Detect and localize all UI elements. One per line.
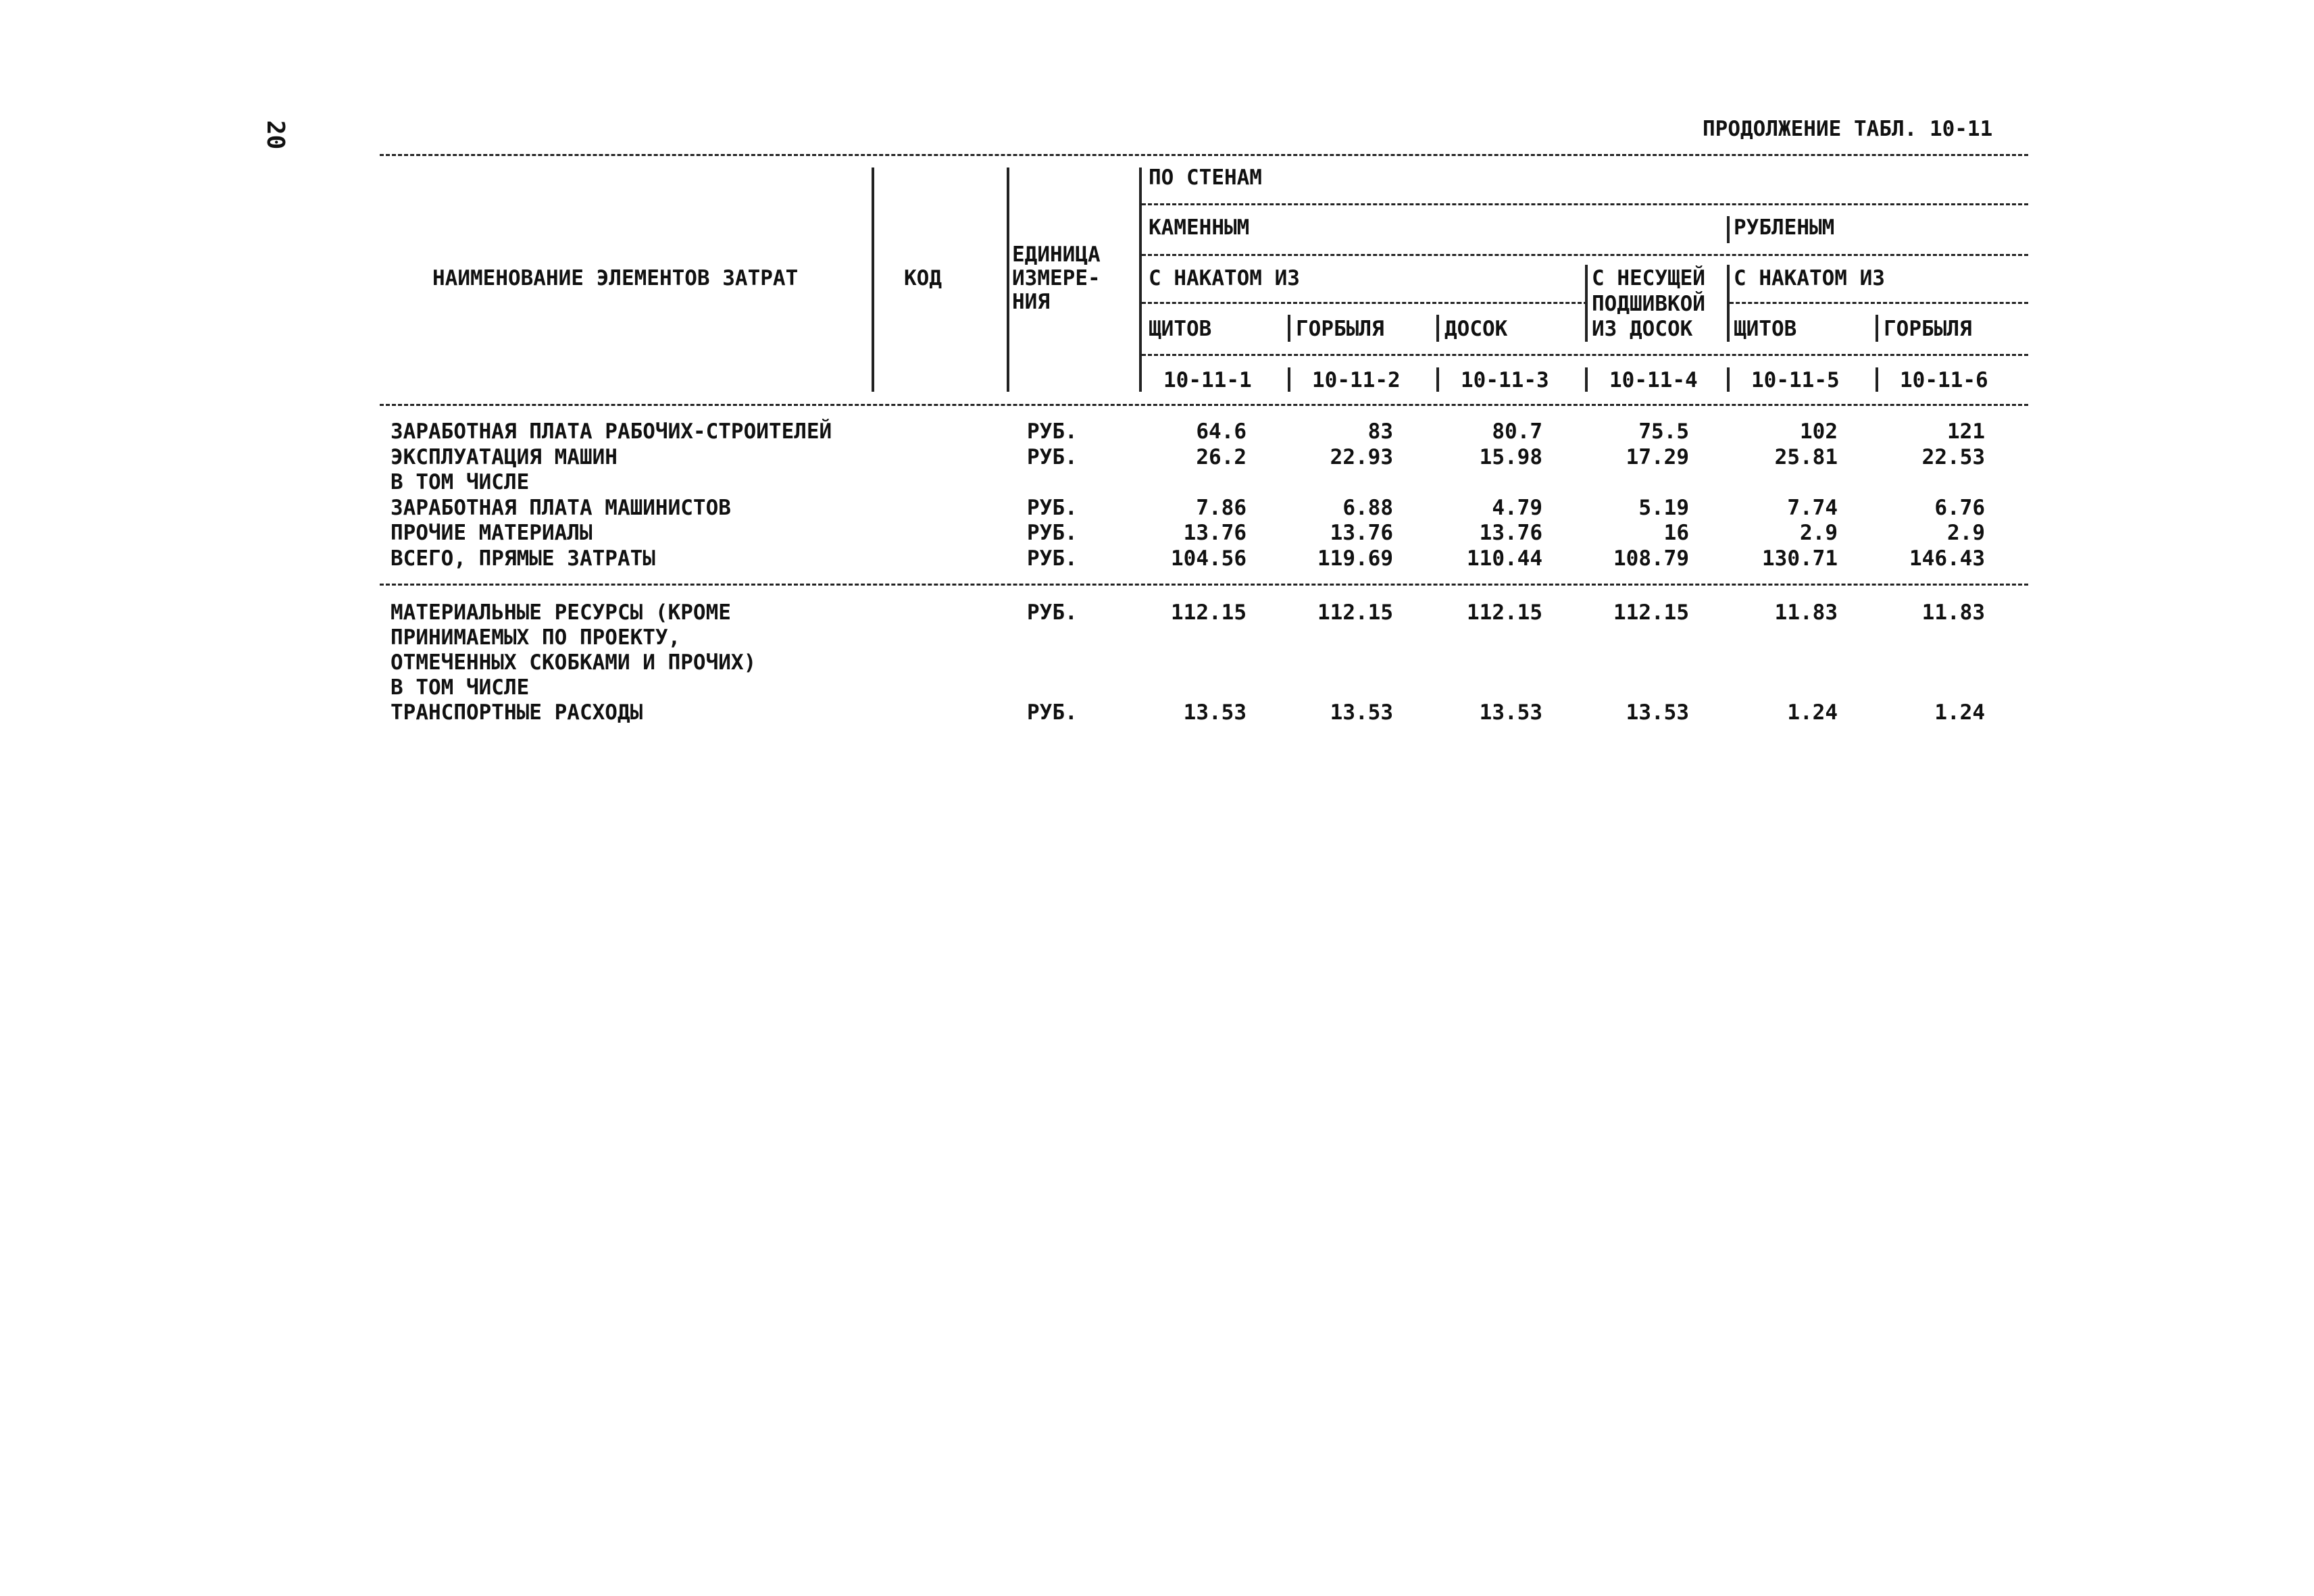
- divider-unit-values: [1139, 168, 1142, 392]
- header-code-2: 10-11-2: [1312, 368, 1401, 392]
- row-value: 15.98: [1479, 444, 1542, 469]
- header-name-col: НАИМЕНОВАНИЕ ЭЛЕМЕНТОВ ЗАТРАТ: [432, 266, 799, 290]
- row-unit: РУБ.: [1027, 419, 1078, 444]
- row-value: 121: [1947, 419, 1985, 444]
- row-value: 6.88: [1342, 495, 1393, 520]
- row-value: 75.5: [1638, 419, 1689, 444]
- row-unit: РУБ.: [1027, 444, 1078, 469]
- row-name: ТРАНСПОРТНЫЕ РАСХОДЫ: [391, 700, 643, 725]
- row-name: ОТМЕЧЕННЫХ СКОБКАМИ И ПРОЧИХ): [391, 650, 757, 675]
- header-unit-line-1: ЕДИНИЦА: [1012, 242, 1101, 267]
- row-value: 7.74: [1787, 495, 1838, 520]
- rule-header-3a: [1142, 302, 1588, 304]
- row-name: ПРОЧИЕ МАТЕРИАЛЫ: [391, 521, 593, 545]
- row-value: 108.79: [1613, 546, 1689, 571]
- table-continuation-label: ПРОДОЛЖЕНИЕ ТАБЛ. 10-11: [1703, 117, 1993, 141]
- header-bearing-3: ИЗ ДОСОК: [1592, 317, 1693, 341]
- header-code-1: 10-11-1: [1163, 368, 1252, 392]
- row-value: 13.76: [1330, 521, 1393, 545]
- header-log: РУБЛЕНЫМ: [1734, 215, 1835, 240]
- header-code-6: 10-11-6: [1900, 368, 1988, 392]
- header-sub-2: ГОРБЫЛЯ: [1296, 317, 1384, 341]
- row-value: 112.15: [1467, 600, 1542, 625]
- rule-top: [380, 154, 2028, 156]
- row-name: В ТОМ ЧИСЛЕ: [391, 470, 530, 494]
- row-name: МАТЕРИАЛЬНЫЕ РЕСУРСЫ (КРОМЕ: [391, 600, 731, 625]
- divider-name-code: [872, 168, 874, 392]
- divider-stone-log: [1727, 216, 1730, 243]
- row-value: 112.15: [1171, 600, 1247, 625]
- row-value: 6.76: [1934, 495, 1985, 520]
- divider-code-unit: [1007, 168, 1009, 392]
- row-value: 13.53: [1479, 700, 1542, 725]
- header-sub-4: ЩИТОВ: [1734, 317, 1797, 341]
- row-value: 13.53: [1330, 700, 1393, 725]
- header-group: ПО СТЕНАМ: [1149, 165, 1262, 190]
- row-value: 146.43: [1909, 546, 1985, 571]
- row-unit: РУБ.: [1027, 700, 1078, 725]
- row-value: 4.79: [1492, 495, 1542, 520]
- page-number: 20: [261, 120, 289, 150]
- header-unit-line-2: ИЗМЕРЕ-: [1012, 266, 1101, 290]
- row-unit: РУБ.: [1027, 546, 1078, 571]
- rule-header-2: [1142, 254, 2028, 256]
- divider-sub-2: [1288, 315, 1290, 342]
- row-value: 130.71: [1762, 546, 1838, 571]
- header-sub-3: ДОСОК: [1444, 317, 1508, 341]
- header-roll-stone: С НАКАТОМ ИЗ: [1149, 266, 1300, 290]
- divider-roll-log: [1727, 265, 1730, 342]
- row-name: ЭКСПЛУАТАЦИЯ МАШИН: [391, 444, 618, 469]
- row-unit: РУБ.: [1027, 600, 1078, 625]
- row-unit: РУБ.: [1027, 495, 1078, 520]
- row-value: 64.6: [1196, 419, 1247, 444]
- row-value: 104.56: [1171, 546, 1247, 571]
- row-name: ЗАРАБОТНАЯ ПЛАТА РАБОЧИХ-СТРОИТЕЛЕЙ: [391, 419, 832, 444]
- row-value: 2.9: [1947, 521, 1985, 545]
- row-value: 13.53: [1183, 700, 1247, 725]
- row-value: 83: [1367, 419, 1393, 444]
- row-value: 1.24: [1934, 700, 1985, 725]
- header-code-col: КОД: [904, 266, 942, 290]
- row-value: 112.15: [1613, 600, 1689, 625]
- row-value: 16: [1663, 521, 1689, 545]
- row-value: 22.53: [1921, 444, 1985, 469]
- row-value: 80.7: [1492, 419, 1542, 444]
- header-code-4: 10-11-4: [1609, 368, 1698, 392]
- header-code-5: 10-11-5: [1751, 368, 1840, 392]
- divider-sub-3: [1436, 315, 1439, 342]
- row-value: 13.53: [1626, 700, 1689, 725]
- row-value: 1.24: [1787, 700, 1838, 725]
- header-bearing-2: ПОДШИВКОЙ: [1592, 292, 1705, 316]
- row-value: 2.9: [1800, 521, 1838, 545]
- header-stone: КАМЕННЫМ: [1149, 215, 1250, 240]
- header-code-3: 10-11-3: [1461, 368, 1549, 392]
- row-value: 26.2: [1196, 444, 1247, 469]
- divider-code-2: [1288, 367, 1290, 392]
- rule-header-bottom: [380, 404, 2028, 406]
- header-roll-log: С НАКАТОМ ИЗ: [1734, 266, 1885, 290]
- row-unit: РУБ.: [1027, 521, 1078, 545]
- rule-header-1: [1142, 203, 2028, 205]
- row-value: 13.76: [1183, 521, 1247, 545]
- divider-sub-6: [1876, 315, 1878, 342]
- divider-bearing: [1585, 265, 1588, 342]
- row-value: 7.86: [1196, 495, 1247, 520]
- divider-code-6: [1876, 367, 1878, 392]
- divider-code-3: [1436, 367, 1439, 392]
- divider-code-4: [1585, 367, 1588, 392]
- row-name: ЗАРАБОТНАЯ ПЛАТА МАШИНИСТОВ: [391, 495, 731, 520]
- row-value: 17.29: [1626, 444, 1689, 469]
- rule-header-4: [1142, 354, 2028, 356]
- row-value: 22.93: [1330, 444, 1393, 469]
- header-sub-5: ГОРБЫЛЯ: [1884, 317, 1972, 341]
- row-value: 13.76: [1479, 521, 1542, 545]
- rule-header-3b: [1730, 302, 2028, 304]
- header-unit-line-3: НИЯ: [1012, 290, 1050, 314]
- row-value: 5.19: [1638, 495, 1689, 520]
- row-value: 25.81: [1774, 444, 1838, 469]
- row-value: 110.44: [1467, 546, 1542, 571]
- header-sub-1: ЩИТОВ: [1149, 317, 1212, 341]
- row-value: 112.15: [1317, 600, 1393, 625]
- divider-code-5: [1727, 367, 1730, 392]
- header-bearing-1: С НЕСУЩЕЙ: [1592, 266, 1705, 290]
- row-name: В ТОМ ЧИСЛЕ: [391, 675, 530, 700]
- row-value: 11.83: [1921, 600, 1985, 625]
- row-value: 119.69: [1317, 546, 1393, 571]
- row-value: 11.83: [1774, 600, 1838, 625]
- row-value: 102: [1800, 419, 1838, 444]
- row-name: ПРИНИМАЕМЫХ ПО ПРОЕКТУ,: [391, 625, 681, 650]
- rule-section: [380, 584, 2028, 586]
- row-name: ВСЕГО, ПРЯМЫЕ ЗАТРАТЫ: [391, 546, 655, 571]
